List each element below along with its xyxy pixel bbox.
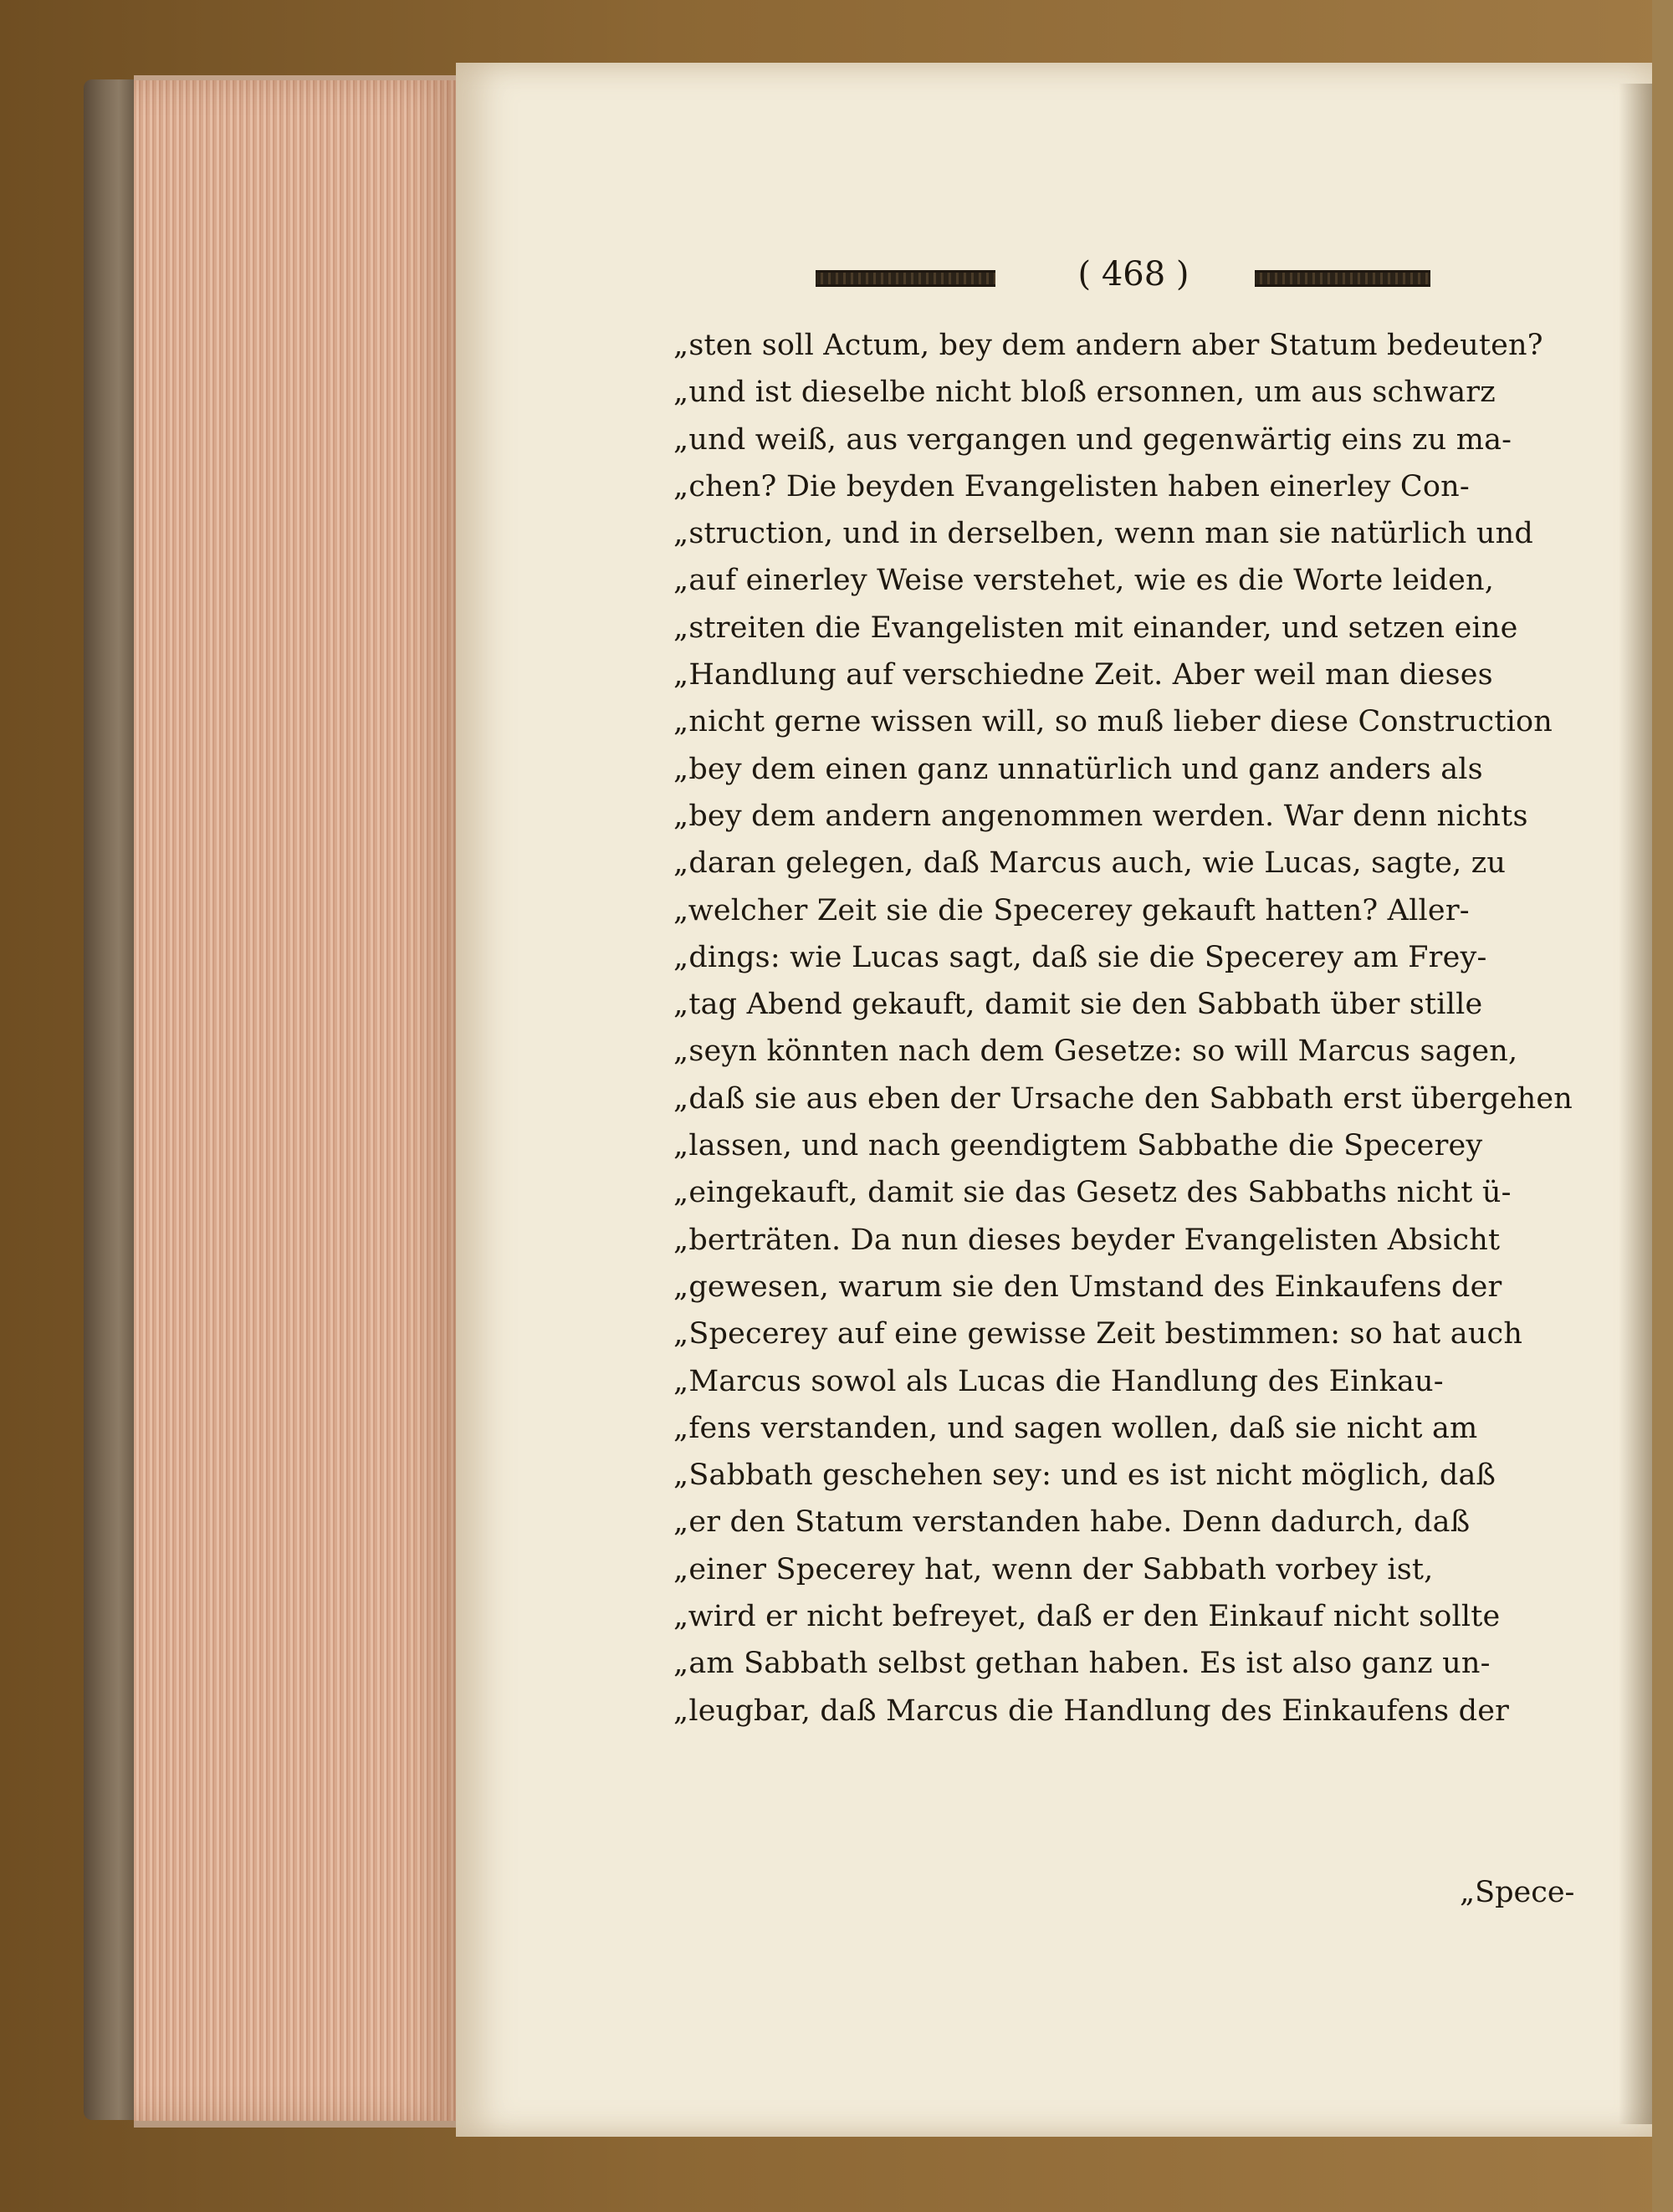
text-line: „sten soll Actum, bey dem andern aber Statum bedeuten? [673, 329, 1543, 362]
text-line: „bey dem einen ganz unnatürlich und ganz anders als [673, 752, 1483, 786]
text-line: „welcher Zeit sie die Specerey gekauft hatten? Aller- [673, 893, 1470, 927]
text-line: „und ist dieselbe nicht bloß ersonnen, um aus schwarz [673, 375, 1496, 410]
text-line: „tag Abend gekauft, damit sie den Sabbath über stille [673, 988, 1483, 1022]
header-rule-right [1255, 270, 1430, 287]
text-line: „leugbar, daß Marcus die Handlung des Einkaufens der [673, 1693, 1510, 1728]
text-line: „bey dem andern angenommen werden. War denn nichts [673, 799, 1528, 833]
text-line: „gewesen, warum sie den Umstand des Einkaufens der [673, 1269, 1502, 1304]
text-line: „struction, und in derselben, wenn man sie natürlich und [673, 517, 1533, 551]
text-line: „wird er nicht befreyet, daß er den Einkauf nicht sollte [673, 1600, 1501, 1634]
text-line: „daran gelegen, daß Marcus auch, wie Lucas, sagte, zu [673, 846, 1507, 881]
header-rule-left [816, 270, 995, 287]
text-line: „am Sabbath selbst gethan haben. Es ist also ganz un- [673, 1647, 1491, 1681]
page-number: ( 468 ) [1077, 255, 1190, 294]
text-line: „er den Statum verstanden habe. Denn dadurch, daß [673, 1505, 1471, 1540]
text-line: „chen? Die beyden Evangelisten haben einerley Con- [673, 469, 1470, 503]
text-line: „Specerey auf eine gewisse Zeit bestimmen: so hat auch [673, 1317, 1523, 1351]
text-line: „und weiß, aus vergangen und gegenwärtig eins zu ma- [673, 422, 1512, 457]
text-line: „fens verstanden, und sagen wollen, daß sie nicht am [673, 1411, 1478, 1445]
page-edges [134, 75, 468, 2128]
body-text [673, 322, 1581, 1734]
text-line: „eingekauft, damit sie das Gesetz des Sabbaths nicht ü- [673, 1176, 1512, 1210]
catchword: „Spece- [1460, 1876, 1575, 1909]
text-line: „seyn könnten nach dem Gesetze: so will Marcus sagen, [673, 1034, 1518, 1069]
text-line: „Sabbath geschehen sey: und es ist nicht möglich, daß [673, 1458, 1496, 1493]
text-line: „lassen, und nach geendigtem Sabbathe die Specerey [673, 1129, 1483, 1163]
text-line: „daß sie aus eben der Ursache den Sabbath erst übergehen [673, 1081, 1573, 1116]
text-line: „Marcus sowol als Lucas die Handlung des Einkau- [673, 1364, 1444, 1398]
text-line: „berträten. Da nun dieses beyder Evangelisten Absicht [673, 1223, 1501, 1257]
facing-page-edge [1652, 0, 1673, 2212]
text-line: „einer Specerey hat, wenn der Sabbath vorbey ist, [673, 1552, 1434, 1586]
text-line: „auf einerley Weise verstehet, wie es die Worte leiden, [673, 564, 1495, 598]
text-line: „dings: wie Lucas sagt, daß sie die Specerey am Frey- [673, 940, 1487, 974]
text-line: „Handlung auf verschiedne Zeit. Aber weil man dieses [673, 658, 1493, 692]
text-line: „nicht gerne wissen will, so muß lieber diese Construction [673, 705, 1553, 739]
page-header [816, 255, 1468, 305]
text-line: „streiten die Evangelisten mit einander, und setzen eine [673, 610, 1518, 645]
